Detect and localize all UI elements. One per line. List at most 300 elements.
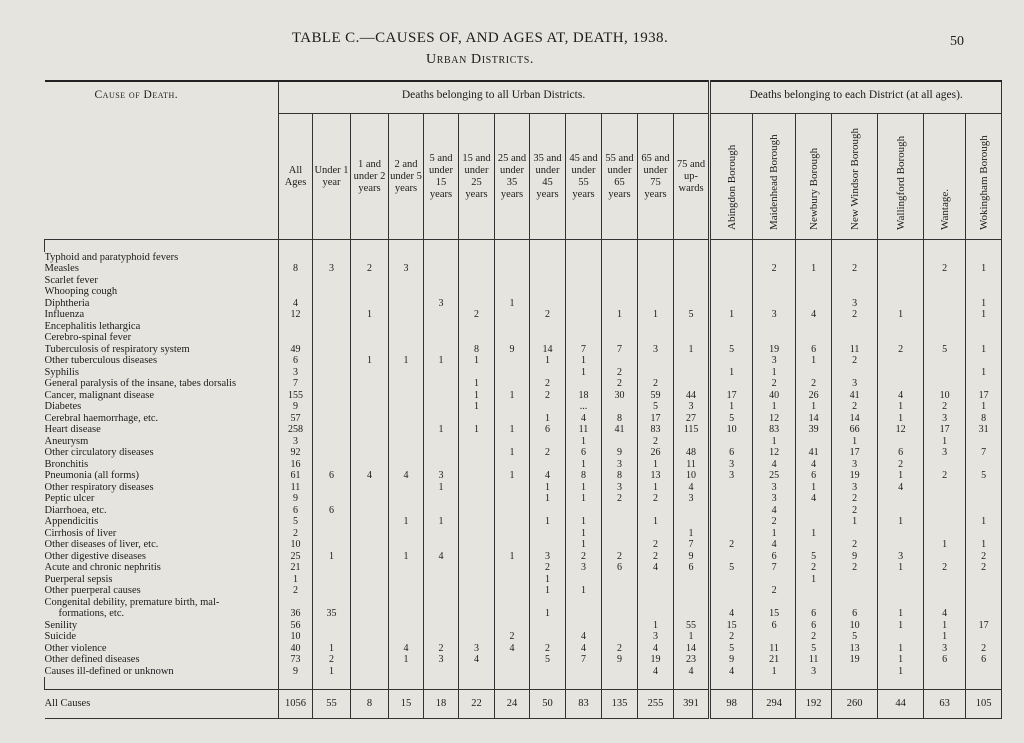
- value-cell: 1: [566, 367, 602, 379]
- value-cell: [495, 367, 530, 379]
- value-cell: 1: [966, 263, 1002, 275]
- value-cell: 3: [753, 355, 796, 367]
- spacer-cell: [351, 677, 389, 689]
- total-cell: 55: [313, 689, 351, 718]
- spacer-cell: [279, 240, 313, 252]
- total-row: [45, 689, 1002, 718]
- value-cell: 1: [966, 367, 1002, 379]
- value-cell: 1: [753, 666, 796, 678]
- value-cell: 2: [832, 355, 878, 367]
- cause-cell: Cerebral haemorrhage, etc.: [45, 413, 279, 425]
- value-cell: [313, 286, 351, 298]
- district-column-heading: [832, 114, 878, 240]
- value-cell: [674, 516, 710, 528]
- value-cell: 1: [796, 528, 832, 540]
- value-cell: 6: [753, 620, 796, 632]
- value-cell: [424, 367, 459, 379]
- value-cell: [424, 562, 459, 574]
- total-cell: 22: [459, 689, 495, 718]
- value-cell: [674, 574, 710, 586]
- value-cell: [389, 505, 424, 517]
- value-cell: 1: [638, 516, 674, 528]
- value-cell: 4: [796, 309, 832, 321]
- value-cell: 3: [602, 459, 638, 471]
- value-cell: 44: [674, 390, 710, 402]
- value-cell: 4: [796, 493, 832, 505]
- value-cell: 2: [753, 263, 796, 275]
- value-cell: 14: [674, 643, 710, 655]
- value-cell: 2: [530, 378, 566, 390]
- value-cell: [313, 309, 351, 321]
- spacer-cell: [389, 677, 424, 689]
- value-cell: 3: [753, 482, 796, 494]
- value-cell: [566, 263, 602, 275]
- value-cell: [530, 275, 566, 287]
- cause-cell: Cancer, malignant disease: [45, 390, 279, 402]
- value-cell: [602, 275, 638, 287]
- value-cell: 36: [279, 608, 313, 620]
- value-cell: 49: [279, 344, 313, 356]
- value-cell: 1: [459, 390, 495, 402]
- value-cell: [924, 482, 966, 494]
- value-cell: 4: [924, 608, 966, 620]
- value-cell: [796, 252, 832, 264]
- value-cell: 3: [530, 551, 566, 563]
- value-cell: 1: [351, 309, 389, 321]
- spacer-cell: [924, 677, 966, 689]
- value-cell: [495, 378, 530, 390]
- value-cell: [495, 654, 530, 666]
- value-cell: [530, 631, 566, 643]
- value-cell: 1: [424, 482, 459, 494]
- value-cell: [878, 252, 924, 264]
- table-row: [45, 505, 1002, 517]
- value-cell: 1: [638, 482, 674, 494]
- value-cell: [638, 608, 674, 620]
- age-column-heading: 25 and under 35 years: [495, 114, 530, 240]
- value-cell: 1: [566, 482, 602, 494]
- value-cell: [389, 344, 424, 356]
- spacer-cell: [602, 677, 638, 689]
- value-cell: 155: [279, 390, 313, 402]
- spacer-cell: [674, 240, 710, 252]
- age-column-heading: Under 1 year: [313, 114, 351, 240]
- value-cell: 1: [530, 574, 566, 586]
- table-row: [45, 666, 1002, 678]
- value-cell: 3: [424, 654, 459, 666]
- total-cell: 8: [351, 689, 389, 718]
- value-cell: 2: [351, 263, 389, 275]
- value-cell: [389, 436, 424, 448]
- value-cell: [389, 447, 424, 459]
- table-row: [45, 355, 1002, 367]
- value-cell: [459, 493, 495, 505]
- value-cell: 2: [602, 643, 638, 655]
- value-cell: 7: [602, 344, 638, 356]
- value-cell: 4: [674, 482, 710, 494]
- cause-cell: Diarrhoea, etc.: [45, 505, 279, 517]
- value-cell: [832, 275, 878, 287]
- value-cell: [753, 275, 796, 287]
- spacer-cell: [424, 677, 459, 689]
- value-cell: 9: [602, 447, 638, 459]
- value-cell: 1: [313, 666, 351, 678]
- value-cell: [878, 321, 924, 333]
- value-cell: 1: [566, 459, 602, 471]
- spacer-cell: [45, 240, 279, 252]
- value-cell: [351, 459, 389, 471]
- value-cell: 1: [495, 447, 530, 459]
- value-cell: 59: [638, 390, 674, 402]
- cause-cell: Senility: [45, 620, 279, 632]
- value-cell: [878, 585, 924, 597]
- table-row: [45, 620, 1002, 632]
- spacer-cell: [878, 677, 924, 689]
- value-cell: [924, 378, 966, 390]
- value-cell: [530, 620, 566, 632]
- value-cell: 8: [566, 470, 602, 482]
- value-cell: [878, 528, 924, 540]
- value-cell: 2: [832, 309, 878, 321]
- value-cell: [966, 585, 1002, 597]
- value-cell: [924, 252, 966, 264]
- cause-cell: Cerebro-spinal fever: [45, 332, 279, 344]
- value-cell: [389, 620, 424, 632]
- value-cell: [566, 252, 602, 264]
- value-cell: 4: [638, 666, 674, 678]
- value-cell: 4: [753, 459, 796, 471]
- value-cell: 17: [832, 447, 878, 459]
- spacer-cell: [674, 677, 710, 689]
- value-cell: 41: [832, 390, 878, 402]
- value-cell: [351, 344, 389, 356]
- value-cell: [530, 459, 566, 471]
- total-cell: 15: [389, 689, 424, 718]
- value-cell: [674, 378, 710, 390]
- value-cell: 1: [878, 643, 924, 655]
- value-cell: 66: [832, 424, 878, 436]
- value-cell: [389, 539, 424, 551]
- value-cell: 3: [566, 562, 602, 574]
- value-cell: [924, 666, 966, 678]
- value-cell: [924, 459, 966, 471]
- value-cell: [753, 298, 796, 310]
- cause-cell: Diphtheria: [45, 298, 279, 310]
- cause-cell: Heart disease: [45, 424, 279, 436]
- value-cell: 41: [602, 424, 638, 436]
- value-cell: [602, 321, 638, 333]
- value-cell: 3: [424, 470, 459, 482]
- total-cell: 18: [424, 689, 459, 718]
- value-cell: [832, 585, 878, 597]
- value-cell: [459, 332, 495, 344]
- cause-cell: Other diseases of liver, etc.: [45, 539, 279, 551]
- value-cell: [459, 263, 495, 275]
- value-cell: [459, 252, 495, 264]
- value-cell: [602, 608, 638, 620]
- value-cell: [495, 539, 530, 551]
- value-cell: [424, 608, 459, 620]
- value-cell: [966, 528, 1002, 540]
- spacer-cell: [710, 677, 753, 689]
- value-cell: [351, 436, 389, 448]
- value-cell: [313, 367, 351, 379]
- value-cell: 83: [638, 424, 674, 436]
- table-body: [45, 240, 1002, 719]
- value-cell: [566, 608, 602, 620]
- value-cell: 4: [389, 470, 424, 482]
- value-cell: 1: [459, 378, 495, 390]
- value-cell: [389, 493, 424, 505]
- district-column-label: Maidenhead Borough: [768, 133, 781, 230]
- spacer-cell: [530, 677, 566, 689]
- value-cell: 57: [279, 413, 313, 425]
- total-cell: 294: [753, 689, 796, 718]
- value-cell: [495, 309, 530, 321]
- age-column-heading: 75 and up-wards: [674, 114, 710, 240]
- value-cell: [495, 459, 530, 471]
- value-cell: 8: [602, 470, 638, 482]
- value-cell: 2: [832, 493, 878, 505]
- table-row: [45, 643, 1002, 655]
- value-cell: 3: [710, 470, 753, 482]
- value-cell: [424, 585, 459, 597]
- value-cell: [710, 378, 753, 390]
- value-cell: 3: [638, 344, 674, 356]
- value-cell: [878, 493, 924, 505]
- value-cell: [459, 286, 495, 298]
- value-cell: 4: [566, 413, 602, 425]
- value-cell: [459, 528, 495, 540]
- value-cell: 3: [389, 263, 424, 275]
- value-cell: [313, 355, 351, 367]
- cause-cell: Congenital debility, premature birth, mal-: [45, 597, 279, 609]
- value-cell: 11: [753, 643, 796, 655]
- value-cell: [966, 608, 1002, 620]
- total-cell: 24: [495, 689, 530, 718]
- value-cell: [566, 298, 602, 310]
- spacer-cell: [753, 240, 796, 252]
- value-cell: 5: [530, 654, 566, 666]
- value-cell: [674, 608, 710, 620]
- value-cell: [966, 505, 1002, 517]
- value-cell: 2: [602, 551, 638, 563]
- value-cell: [424, 332, 459, 344]
- value-cell: [424, 436, 459, 448]
- value-cell: 17: [966, 390, 1002, 402]
- value-cell: 1: [878, 470, 924, 482]
- value-cell: [878, 378, 924, 390]
- value-cell: 2: [602, 493, 638, 505]
- value-cell: 1: [638, 620, 674, 632]
- value-cell: [459, 562, 495, 574]
- value-cell: 4: [710, 666, 753, 678]
- district-column-heading: [753, 114, 796, 240]
- value-cell: 2: [530, 643, 566, 655]
- value-cell: [424, 309, 459, 321]
- value-cell: [924, 275, 966, 287]
- table-row: [45, 390, 1002, 402]
- value-cell: [351, 574, 389, 586]
- value-cell: [351, 562, 389, 574]
- value-cell: [279, 252, 313, 264]
- value-cell: 4: [424, 551, 459, 563]
- value-cell: 1: [966, 344, 1002, 356]
- value-cell: [459, 482, 495, 494]
- value-cell: [566, 378, 602, 390]
- value-cell: 7: [674, 539, 710, 551]
- value-cell: 25: [279, 551, 313, 563]
- value-cell: [602, 597, 638, 609]
- value-cell: [966, 321, 1002, 333]
- district-column-label: Wokingham Borough: [977, 134, 990, 230]
- value-cell: [495, 482, 530, 494]
- value-cell: [753, 286, 796, 298]
- value-cell: 9: [832, 551, 878, 563]
- value-cell: [459, 551, 495, 563]
- value-cell: [495, 401, 530, 413]
- value-cell: 6: [966, 654, 1002, 666]
- value-cell: [832, 597, 878, 609]
- value-cell: 40: [753, 390, 796, 402]
- value-cell: [796, 367, 832, 379]
- value-cell: 1: [424, 355, 459, 367]
- value-cell: 2: [566, 551, 602, 563]
- value-cell: ...: [566, 401, 602, 413]
- value-cell: [796, 321, 832, 333]
- cause-cell: Suicide: [45, 631, 279, 643]
- value-cell: 2: [638, 378, 674, 390]
- spacer-cell: [796, 240, 832, 252]
- spacer-cell: [45, 677, 279, 689]
- value-cell: 5: [832, 631, 878, 643]
- value-cell: [389, 275, 424, 287]
- value-cell: [351, 390, 389, 402]
- value-cell: [424, 493, 459, 505]
- value-cell: 2: [530, 562, 566, 574]
- age-column-heading: 65 and under 75 years: [638, 114, 674, 240]
- value-cell: [351, 654, 389, 666]
- value-cell: [602, 505, 638, 517]
- value-cell: [924, 585, 966, 597]
- value-cell: [638, 367, 674, 379]
- value-cell: 1: [878, 562, 924, 574]
- value-cell: 3: [753, 309, 796, 321]
- value-cell: [424, 390, 459, 402]
- value-cell: 115: [674, 424, 710, 436]
- table-row: [45, 562, 1002, 574]
- value-cell: 3: [924, 413, 966, 425]
- value-cell: [424, 413, 459, 425]
- value-cell: [351, 643, 389, 655]
- value-cell: 1: [566, 585, 602, 597]
- value-cell: 3: [459, 643, 495, 655]
- value-cell: [674, 275, 710, 287]
- value-cell: 2: [638, 436, 674, 448]
- value-cell: 6: [530, 424, 566, 436]
- value-cell: [878, 298, 924, 310]
- value-cell: [459, 666, 495, 678]
- age-column-heading: 55 and under 65 years: [602, 114, 638, 240]
- value-cell: [459, 631, 495, 643]
- value-cell: [924, 493, 966, 505]
- value-cell: 2: [832, 539, 878, 551]
- value-cell: [796, 597, 832, 609]
- table-row: [45, 309, 1002, 321]
- value-cell: [602, 263, 638, 275]
- total-cell: 255: [638, 689, 674, 718]
- value-cell: [313, 321, 351, 333]
- value-cell: [878, 597, 924, 609]
- value-cell: 1: [878, 620, 924, 632]
- value-cell: 2: [313, 654, 351, 666]
- value-cell: [351, 252, 389, 264]
- value-cell: 6: [710, 447, 753, 459]
- value-cell: [279, 286, 313, 298]
- value-cell: 17: [638, 413, 674, 425]
- value-cell: [495, 574, 530, 586]
- value-cell: [966, 378, 1002, 390]
- value-cell: [674, 585, 710, 597]
- district-column-label: Wallingford Borough: [894, 135, 907, 230]
- value-cell: [710, 263, 753, 275]
- value-cell: [313, 597, 351, 609]
- value-cell: [878, 505, 924, 517]
- cause-cell: Other defined diseases: [45, 654, 279, 666]
- value-cell: [753, 631, 796, 643]
- value-cell: 1: [530, 413, 566, 425]
- value-cell: 15: [710, 620, 753, 632]
- value-cell: [566, 620, 602, 632]
- value-cell: 1: [878, 654, 924, 666]
- value-cell: 4: [459, 654, 495, 666]
- value-cell: 2: [924, 263, 966, 275]
- value-cell: 19: [832, 470, 878, 482]
- value-cell: [566, 597, 602, 609]
- value-cell: [351, 447, 389, 459]
- value-cell: 18: [566, 390, 602, 402]
- value-cell: [710, 252, 753, 264]
- value-cell: [602, 516, 638, 528]
- value-cell: 1: [495, 470, 530, 482]
- value-cell: [424, 620, 459, 632]
- value-cell: [674, 332, 710, 344]
- spacer-cell: [389, 240, 424, 252]
- cause-column-heading: Cause of Death.: [45, 81, 279, 240]
- table-row: [45, 447, 1002, 459]
- value-cell: 2: [495, 631, 530, 643]
- value-cell: [710, 551, 753, 563]
- value-cell: 1: [495, 390, 530, 402]
- value-cell: [638, 505, 674, 517]
- value-cell: [424, 378, 459, 390]
- spacer-cell: [351, 240, 389, 252]
- value-cell: 73: [279, 654, 313, 666]
- total-cell: 98: [710, 689, 753, 718]
- value-cell: 1: [796, 355, 832, 367]
- value-cell: [495, 332, 530, 344]
- value-cell: [878, 436, 924, 448]
- value-cell: [566, 321, 602, 333]
- value-cell: [389, 666, 424, 678]
- value-cell: [459, 608, 495, 620]
- value-cell: [351, 413, 389, 425]
- spacer-cell: [638, 677, 674, 689]
- value-cell: [924, 355, 966, 367]
- table-row: [45, 539, 1002, 551]
- value-cell: 1: [966, 309, 1002, 321]
- value-cell: 14: [796, 413, 832, 425]
